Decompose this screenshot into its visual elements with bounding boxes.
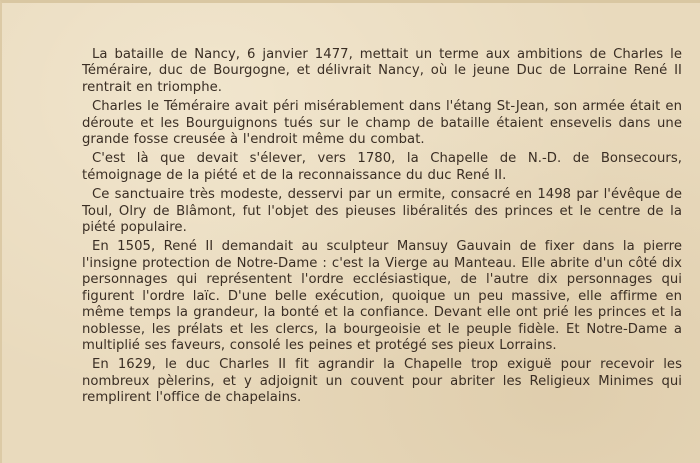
paragraph-sanctuary: Ce sanctuaire très modeste, desservi par un ermite, consacré en 1498 par l'évêque de Toul, Olry de Blâmont, fut l'objet des pieuses libéralités des princes et le centre de la piété populaire. [82, 187, 682, 236]
paragraph-virgin-mantle: En 1505, René II demandait au sculpteur Mansuy Gauvain de fixer dans la pierre l'insigne protection de Notre-Dame : c'est la Vierge au Manteau. Elle abrite d'un côté dix personnages qui représentent l'ordre ecclésiastique, de l'autre dix personnages qui figurent l'ordre laïc. D'une belle exécution, quoique un peu massive, elle affirme en même temps la grandeur, la bonté et la confiance. Devant elle ont prié les princes et la noblesse, les prélats et les clercs, la bourgeoisie et le peuple fidèle. Et Notre-Dame a multiplié ses faveurs, consolé les peines et protégé ses pieux Lorrains. [82, 239, 682, 353]
paragraph-charles-death: Charles le Téméraire avait péri misérablement dans l'étang St-Jean, son armée était en déroute et les Bourguignons tués sur le champ de bataille étaient ensevelis dans une grande fosse creusée à l'endroit même du combat. [82, 99, 682, 148]
paragraph-enlargement: En 1629, le duc Charles II fit agrandir la Chapelle trop exiguë pour recevoir les nombreux pèlerins, et y adjoignit un couvent pour abriter les Religieux Minimes qui remplirent l'office de chapelains. [82, 357, 682, 406]
history-text [82, 47, 682, 410]
paragraph-chapel-founding: C'est là que devait s'élever, vers 1780, la Chapelle de N.-D. de Bonsecours, témoignage de la piété et de la reconnaissance du duc René II. [82, 151, 682, 183]
paragraph-battle: La bataille de Nancy, 6 janvier 1477, mettait un terme aux ambitions de Charles le Téméraire, duc de Bourgogne, et délivrait Nancy, où le jeune Duc de Lorraine René II rentrait en triomphe. [82, 47, 682, 95]
